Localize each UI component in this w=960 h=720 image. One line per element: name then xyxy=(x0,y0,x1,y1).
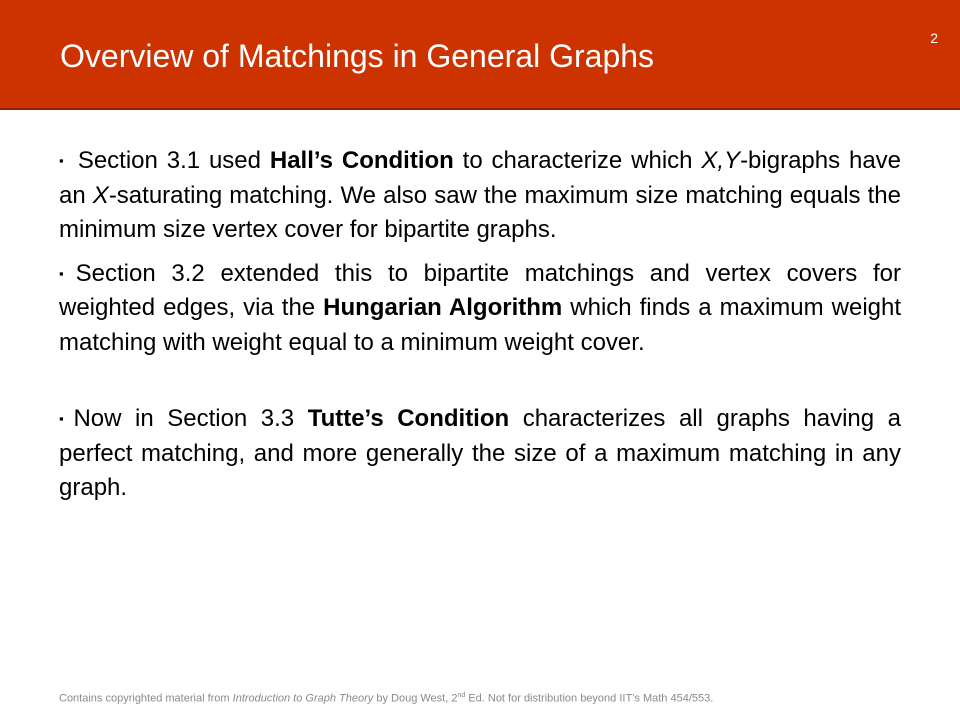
square-bullet-icon: ▪ xyxy=(59,411,71,426)
title-bar xyxy=(0,0,960,110)
term-halls-condition: Hall’s Condition xyxy=(269,147,454,174)
book-title: Introduction to Graph Theory xyxy=(232,692,374,705)
term-hungarian-algorithm: Hungarian Algorithm xyxy=(323,294,563,321)
copyright-footer: Contains copyrighted material from Introduction to Graph Theory by Doug West, 2nd Ed. Not for distribution beyond IIT’s Math 454/553. xyxy=(59,692,714,705)
square-bullet-icon: ▪ xyxy=(59,265,73,281)
bullet-section-3-2 xyxy=(59,257,901,361)
slide-body xyxy=(59,144,901,506)
slide-number: 2 xyxy=(930,30,938,46)
bullet-text: Section 3.1 used Hall’s Condition to characterize which X,Y-bigraphs have an X-saturating matching. We also saw the maximum size matching equals the minimum size vertex cover for bipartite graphs. xyxy=(59,147,902,243)
bullet-text: Section 3.2 extended this to bipartite matchings and vertex covers for weighted edges, via the Hungarian Algorithm which finds a maximum weight matching with weight equal to a minimum weight cover. xyxy=(59,259,902,356)
bullet-section-3-3 xyxy=(59,402,901,506)
slide-title: Overview of Matchings in General Graphs xyxy=(60,38,655,74)
square-bullet-icon: ▪ xyxy=(59,153,66,168)
bullet-section-3-1 xyxy=(59,144,901,248)
bullet-text: Now in Section 3.3 Tutte’s Condition characterizes all graphs having a perfect matching, and more generally the size of a maximum matching in any graph. xyxy=(59,405,901,501)
term-tuttes-condition: Tutte’s Condition xyxy=(307,405,510,432)
